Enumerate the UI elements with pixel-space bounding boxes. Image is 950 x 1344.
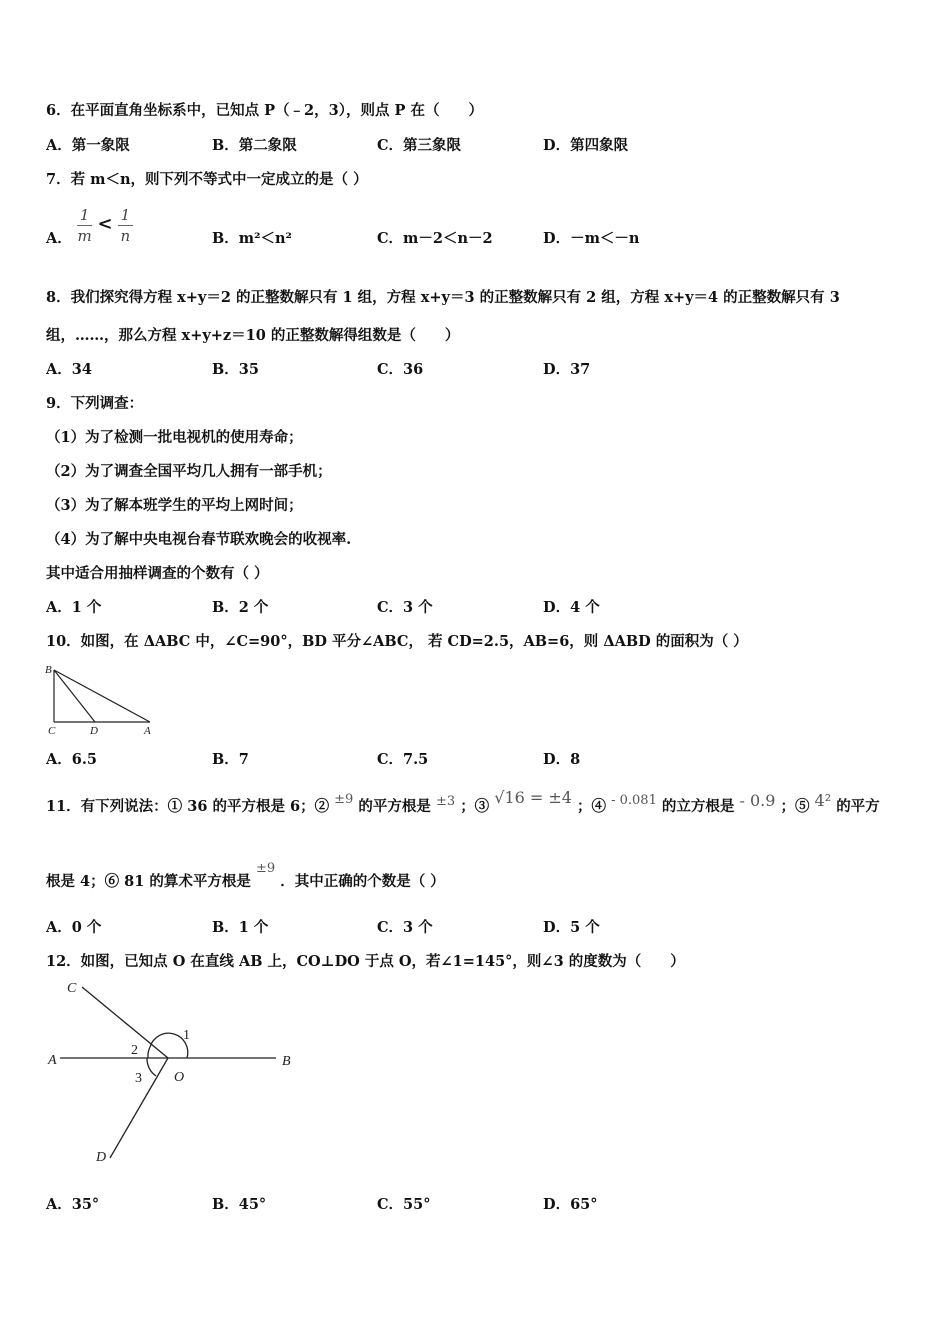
q12-option-b: B．45° <box>212 1196 267 1213</box>
q6-option-d: D．第四象限 <box>543 137 629 154</box>
label-angle-2: 2 <box>131 1043 138 1058</box>
q8-option-c: C．36 <box>377 361 424 378</box>
label-a: A <box>144 725 151 737</box>
q8-line-1: 8．我们探究得方程 x+y＝2 的正整数解只有 1 组，方程 x+y＝3 的正整数解只有 2 组，方程 x+y＝4 的正整数解只有 3 <box>46 289 840 306</box>
q9-option-c: C．3 个 <box>377 599 433 616</box>
q6-stem: 6．在平面直角坐标系中，已知点 P（﹣2，3），则点 P 在（ ） <box>46 102 483 119</box>
q11-text-1: 11．有下列说法：① 36 的平方根是 6；② <box>46 798 330 815</box>
math-neg-0-9: - 0.9 <box>739 791 776 810</box>
q9-option-b: B．2 个 <box>212 599 269 616</box>
math-pm3: ±3 <box>435 794 456 809</box>
q6-option-c: C．第三象限 <box>377 137 462 154</box>
label-b: B <box>45 664 52 676</box>
q12-option-c: C．55° <box>377 1196 431 1213</box>
q12-stem: 12．如图，已知点 O 在直线 AB 上，CO⊥DO 于点 O，若∠1=145°，则∠3 的度数为（ ） <box>46 953 685 970</box>
q11-line-1 <box>46 788 880 818</box>
q7-option-b: B．m²＜n² <box>212 230 292 247</box>
q10-option-d: D．8 <box>543 751 581 768</box>
q7-option-a <box>46 205 133 249</box>
less-than-sign: < <box>97 213 113 235</box>
q11-option-d: D．5 个 <box>543 919 600 936</box>
q10-triangle-figure <box>40 660 170 740</box>
q11-text-7: 的平方 <box>836 798 880 815</box>
math-sqrt16: √16 = ±4 <box>494 788 572 807</box>
q10-option-a: A．6.5 <box>46 751 97 768</box>
q8-line-2: 组，……，那么方程 x+y+z＝10 的正整数解得组数是（ ） <box>46 327 460 344</box>
segment-bd <box>54 670 95 722</box>
math-pm9-b: ±9 <box>255 861 276 876</box>
q9-option-d: D．4 个 <box>543 599 600 616</box>
q6-option-a: A．第一象限 <box>46 137 130 154</box>
ray-oc <box>82 987 168 1058</box>
q10-stem: 10．如图，在 ΔABC 中，∠C=90°，BD 平分∠ABC， 若 CD=2.5，AB=6，则 ΔABD 的面积为（ ） <box>46 633 748 650</box>
q11-text-8: 根是 4；⑥ 81 的算术平方根是 <box>46 873 251 890</box>
math-4-squared: 4² <box>814 791 832 810</box>
label-o: O <box>174 1070 185 1085</box>
q8-option-a: A．34 <box>46 361 92 378</box>
fraction-1-over-m: $\frac{1}{m}$ <box>77 206 92 245</box>
segment-ba <box>54 670 150 722</box>
q9-option-a: A．1 个 <box>46 599 102 616</box>
q10-option-c: C．7.5 <box>377 751 429 768</box>
q11-option-b: B．1 个 <box>212 919 269 936</box>
q11-text-4: ；④ <box>577 798 607 815</box>
label-angle-3: 3 <box>135 1071 142 1086</box>
label-a: A <box>48 1053 57 1068</box>
q9-item-4: （4）为了解中央电视台春节联欢晚会的收视率. <box>46 531 352 548</box>
q12-option-a: A．35° <box>46 1196 100 1213</box>
q7-option-c: C．m－2＜n－2 <box>377 230 493 247</box>
math-pm9: ±9 <box>334 792 354 807</box>
q11-text-2: 的平方根是 <box>358 798 431 815</box>
q11-option-c: C．3 个 <box>377 919 433 936</box>
q11-text-9: ．其中正确的个数是（ ） <box>280 873 445 890</box>
q9-item-3: （3）为了解本班学生的平均上网时间； <box>46 497 303 514</box>
math-neg-0-081: - 0.081 <box>611 793 657 808</box>
fraction-1-over-n: $\frac{1}{n}$ <box>118 205 134 246</box>
q10-option-b: B．7 <box>212 751 249 768</box>
q11-text-3: ；③ <box>460 798 490 815</box>
label-c: C <box>48 725 56 737</box>
arc-angle-2 <box>148 1047 150 1058</box>
q11-text-6: ；⑤ <box>780 798 810 815</box>
q9-stem: 9．下列调查： <box>46 395 144 412</box>
q7-option-d: D．－m＜－n <box>543 230 640 247</box>
q12-angle-figure <box>40 975 310 1170</box>
q8-option-b: B．35 <box>212 361 259 378</box>
q7-stem: 7．若 m＜n，则下列不等式中一定成立的是（ ） <box>46 171 368 188</box>
arc-angle-3 <box>147 1058 156 1076</box>
q7-option-a-label: A． <box>46 230 72 247</box>
label-d: D <box>96 1150 107 1165</box>
label-d: D <box>90 725 98 737</box>
q11-text-5: 的立方根是 <box>661 798 735 815</box>
q8-option-d: D．37 <box>543 361 591 378</box>
label-c: C <box>67 981 77 996</box>
q9-item-2: （2）为了调查全国平均几人拥有一部手机； <box>46 463 332 480</box>
q11-line-2 <box>46 861 445 893</box>
label-b: B <box>282 1054 291 1069</box>
q9-question: 其中适合用抽样调查的个数有（ ） <box>46 565 269 582</box>
q12-option-d: D．65° <box>543 1196 598 1213</box>
label-angle-1: 1 <box>183 1028 190 1043</box>
q6-option-b: B．第二象限 <box>212 137 297 154</box>
q9-item-1: （1）为了检测一批电视机的使用寿命； <box>46 429 303 446</box>
q11-option-a: A．0 个 <box>46 919 102 936</box>
